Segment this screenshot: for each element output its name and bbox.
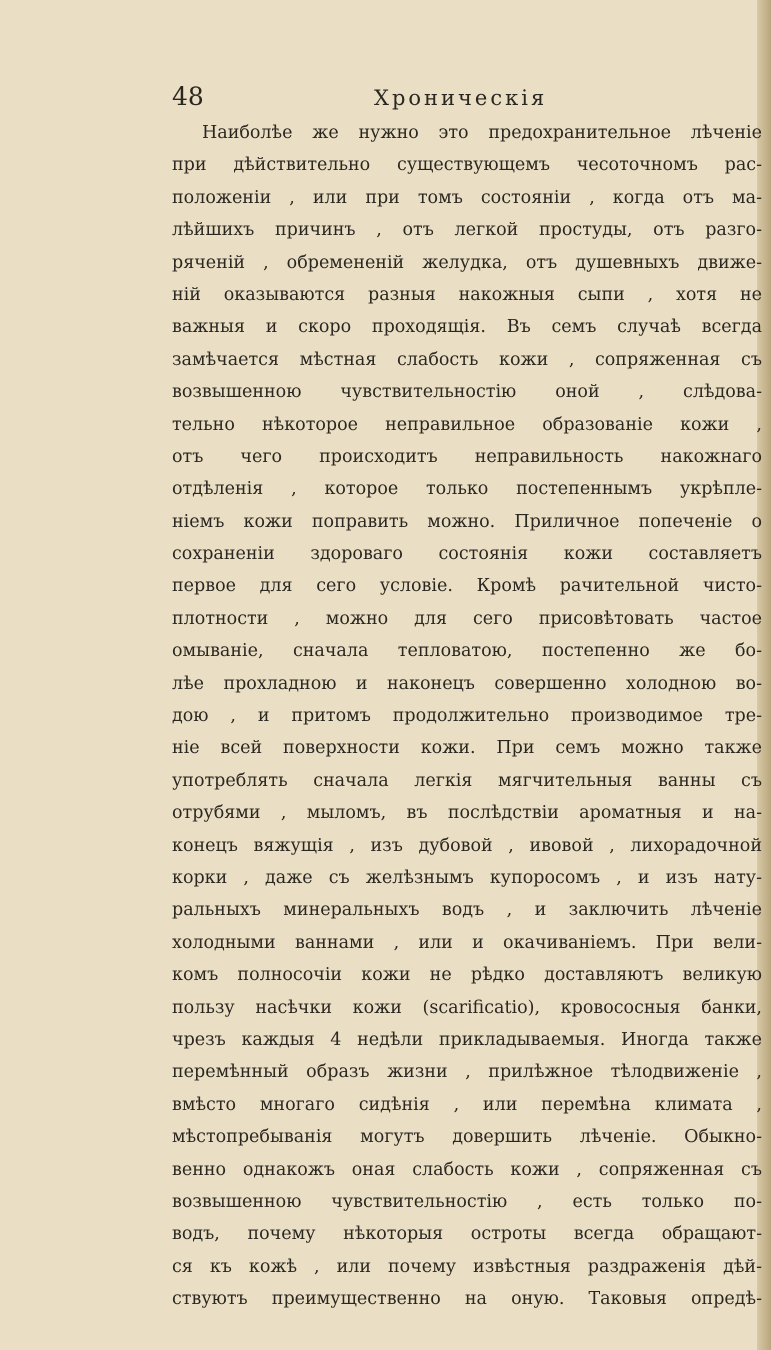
text-line: перемѣнный образъ жизни , прилѣжное тѣлодвиженіе ,	[172, 1062, 762, 1083]
body-text	[172, 117, 762, 1315]
text-line: водъ, почему нѣкоторыя остроты всегда обращают-	[172, 1224, 762, 1245]
text-line: ніе всей поверхности кожи. При семъ можно также	[172, 738, 762, 759]
text-line: омываніе, сначала тепловатою, постепенно же бо-	[172, 641, 762, 662]
text-line: возвышенною чувствительностію , есть только по-	[172, 1191, 762, 1212]
text-line: тельно нѣкоторое неправильное образованіе кожи ,	[172, 414, 762, 435]
text-line: комъ полносочіи кожи не рѣдко доставляютъ великую	[172, 965, 762, 986]
text-line: положеніи , или при томъ состояніи , когда отъ ма-	[172, 187, 762, 208]
page-number: 48	[172, 82, 204, 111]
text-line: сохраненіи здороваго состоянія кожи составляетъ	[172, 544, 762, 565]
text-line: ряченій , обремененій желудка, отъ душевныхъ движе-	[172, 252, 762, 273]
text-line: плотности , можно для сего присовѣтовать частое	[172, 608, 762, 629]
text-line: лѣе прохладною и наконецъ совершенно холодною во-	[172, 673, 762, 694]
text-line: отдѣленія , которое только постепеннымъ укрѣпле-	[172, 479, 762, 500]
text-line: замѣчается мѣстная слабость кожи , сопряженная съ	[172, 349, 762, 370]
text-line: дою , и притомъ продолжительно производимое тре-	[172, 706, 762, 727]
text-line: мѣстопребыванія могутъ довершить лѣченіе. Обыкно-	[172, 1127, 762, 1148]
text-line: ся къ кожѣ , или почему извѣстныя раздраженія дѣй-	[172, 1256, 762, 1277]
text-line: отрубями , мыломъ, въ послѣдствіи ароматныя и на-	[172, 803, 762, 824]
text-line: при дѣйствительно существующемъ чесоточномъ рас-	[172, 155, 762, 176]
text-line: чрезъ каждыя 4 недѣли прикладываемыя. Иногда также	[172, 1029, 762, 1050]
text-line: употреблять сначала легкія мягчительныя ванны съ	[172, 770, 762, 791]
text-line: ній оказываются разныя накожныя сыпи , хотя не	[172, 284, 762, 305]
running-head: Хроническія	[374, 86, 548, 110]
text-line: корки , даже съ желѣзнымъ купоросомъ , и изъ нату-	[172, 867, 762, 888]
text-line: пользу насѣчки кожи (scarificatio), кровососныя банки,	[172, 997, 762, 1018]
text-line: вмѣсто многаго сидѣнія , или перемѣна климата ,	[172, 1094, 762, 1115]
text-line: возвышенною чувствительностію оной , слѣдова-	[172, 382, 762, 403]
text-line: ствуютъ преимущественно на оную. Таковыя опредѣ-	[172, 1289, 762, 1310]
page-header	[172, 82, 592, 114]
text-line: отъ чего происходитъ неправильность накожнаго	[172, 446, 762, 467]
text-line: конецъ вяжущія , изъ дубовой , ивовой , лихорадочной	[172, 835, 762, 856]
text-line: ральныхъ минеральныхъ водъ , и заключить лѣченіе	[172, 900, 762, 921]
text-line: ніемъ кожи поправить можно. Приличное попеченіе о	[172, 511, 762, 532]
text-line: лѣйшихъ причинъ , отъ легкой простуды, отъ разго-	[172, 220, 762, 241]
text-line: важныя и скоро проходящія. Въ семъ случаѣ всегда	[172, 317, 762, 338]
text-line: первое для сего условіе. Кромѣ рачительной чисто-	[172, 576, 762, 597]
text-line: венно однакожъ оная слабость кожи , сопряженная съ	[172, 1159, 762, 1180]
text-line: холодными ваннами , или и окачиваніемъ. При вели-	[172, 932, 762, 953]
text-line: Наиболѣе же нужно это предохранительное лѣченіе	[202, 123, 762, 143]
